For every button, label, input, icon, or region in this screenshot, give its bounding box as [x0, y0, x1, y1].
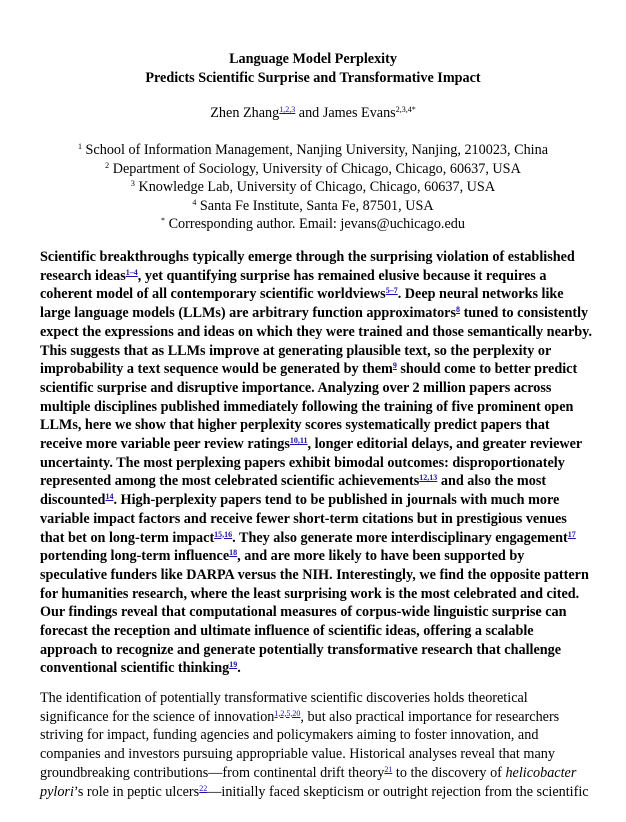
affiliation-item — [0, 141, 626, 160]
citation-link[interactable]: 17 — [567, 529, 576, 539]
abstract-line: for humanities research, where the least surprising work is the most celebrated and cited. — [40, 585, 580, 602]
body-line: pylori’s role in peptic ulcers$^{22}$—initially faced skepticism or outright rejection from the scientific — [40, 783, 589, 800]
abstract-line: LLMs, here we show that higher perplexity scores systematically predict papers that — [40, 417, 550, 434]
affiliation-mark: 1 — [77, 142, 82, 151]
citation-link[interactable]: 19 — [229, 660, 238, 670]
intro-paragraph — [40, 689, 600, 801]
author-list — [0, 104, 626, 122]
affiliation-mark: 3 — [130, 179, 135, 189]
affiliation-item — [0, 178, 626, 197]
abstract-line: improbability a text sequence would be generated by them$^9$ should come to better predict — [40, 361, 578, 378]
abstract-line: research ideas$^{1-4}$, yet quantifying surprise has remained elusive because it requires a — [40, 267, 547, 284]
abstract-line: represented among the most celebrated scientific achievements$^{12,13}$ and also the most — [40, 473, 547, 490]
citation-link[interactable]: 15,16 — [214, 529, 233, 539]
abstract-line: conventional scientific thinking$^{19}$. — [40, 660, 241, 677]
citation-link[interactable]: 1,2,5,20 — [274, 708, 301, 718]
abstract-line: scientific surprise and disruptive importance. Analyzing over 2 million papers across — [40, 379, 552, 396]
author-connector: and — [295, 105, 323, 121]
affiliation-text: Knowledge Lab, University of Chicago, Chicago, 60637, USA — [138, 179, 496, 196]
affiliation-mark: 4 — [192, 197, 197, 207]
abstract-line: portending long-term influence$^{18}$, and are more likely to have been supported by — [40, 548, 525, 565]
title-line-2: Predicts Scientific Surprise and Transformative Impact — [145, 69, 481, 86]
affiliations — [0, 141, 626, 234]
abstract-line: large language models (LLMs) are arbitrary function approximators$^8$ tuned to consistently — [40, 305, 589, 322]
paper-title — [0, 50, 626, 87]
abstract-line: speculative funders like DARPA versus the NIH. Interestingly, we find the opposite pattern — [40, 566, 589, 583]
title-line-1: Language Model Perplexity — [229, 51, 397, 67]
abstract-line: expect the expressions and ideas on which they were trained and those semantically nearby. — [40, 323, 593, 340]
body-line: groundbreaking contributions—from continental drift theory$^{21}$ to the discovery of helicobacter — [40, 764, 577, 781]
author-name: Zhen Zhang — [210, 105, 280, 121]
abstract — [40, 248, 600, 678]
affiliation-ref-link[interactable]: 1,2,3 — [279, 105, 296, 114]
abstract-line: forecast the reception and ultimate influence of scientific ideas, offering a scalable — [40, 623, 534, 640]
citation-link[interactable]: 22 — [199, 783, 208, 793]
citation-link[interactable]: 8 — [456, 305, 461, 315]
affiliation-text: Santa Fe Institute, Santa Fe, 87501, USA — [199, 197, 434, 214]
citation-link[interactable]: 1–4 — [125, 267, 138, 277]
citation-link[interactable]: 9 — [392, 361, 397, 371]
affiliation-marks: 2,3,4* — [395, 105, 416, 114]
species-name: helicobacter — [505, 764, 577, 781]
citation-link[interactable]: 10,11 — [289, 436, 308, 446]
affiliation-item — [0, 215, 626, 234]
affiliation-text: Corresponding author. Email: jevans@uchicago.edu — [168, 216, 465, 233]
body-line: The identification of potentially transformative scientific discoveries holds theoretical — [40, 690, 528, 706]
citation-link[interactable]: 5–7 — [385, 286, 398, 296]
abstract-line: approach to recognize and generate potentially transformative research that challenge — [40, 641, 562, 658]
citation-link[interactable]: 18 — [229, 548, 238, 558]
affiliation-item — [0, 197, 626, 216]
abstract-line: coherent model of all contemporary scientific worldviews$^{5-7}$. Deep neural networks like — [40, 286, 564, 303]
body-line: significance for the science of innovation$^{1,2,5,20}$, but also practical importance for researchers — [40, 708, 560, 725]
citation-link[interactable]: 14 — [105, 492, 114, 502]
citation-link[interactable]: 21 — [384, 764, 393, 774]
affiliation-item — [0, 160, 626, 179]
species-name: pylori — [40, 783, 74, 800]
citation-link[interactable]: 12,13 — [419, 473, 438, 483]
body-line: companies and investors pursuing appropriable value. Historical analyses reveal that many — [40, 746, 555, 763]
affiliation-mark: * — [161, 216, 166, 226]
abstract-line: Scientific breakthroughs typically emerge through the surprising violation of established — [40, 249, 575, 265]
body-line: striving for impact, funding agencies and policymakers aiming to foster innovation, and — [40, 727, 539, 744]
abstract-line: receive more variable peer review ratings$^{10,11}$, longer editorial delays, and greater reviewer — [40, 436, 583, 453]
abstract-line: multiple disciplines published immediately following the training of five prominent open — [40, 398, 574, 415]
abstract-line: variable impact factors and receive fewer short-term citations but in prestigious venues — [40, 510, 567, 527]
affiliation-text: Department of Sociology, University of Chicago, Chicago, 60637, USA — [112, 160, 521, 177]
affiliation-mark: 2 — [105, 160, 110, 170]
author-name: James Evans — [322, 105, 396, 121]
abstract-line: This suggests that as LLMs improve at generating plausible text, so the perplexity or — [40, 342, 552, 359]
abstract-line: uncertainty. The most perplexing papers exhibit bimodal outcomes: disproportionately — [40, 454, 565, 471]
abstract-line: that bet on long-term impact$^{15,16}$. They also generate more interdisciplinary engagement$^{17}$ — [40, 529, 576, 546]
abstract-line: Our findings reveal that computational measures of corpus-wide linguistic surprise can — [40, 604, 567, 621]
abstract-line: discounted$^{14}$. High-perplexity papers tend to be published in journals with much more — [40, 492, 560, 509]
affiliation-text: School of Information Management, Nanjing University, Nanjing, 210023, China — [85, 142, 548, 158]
